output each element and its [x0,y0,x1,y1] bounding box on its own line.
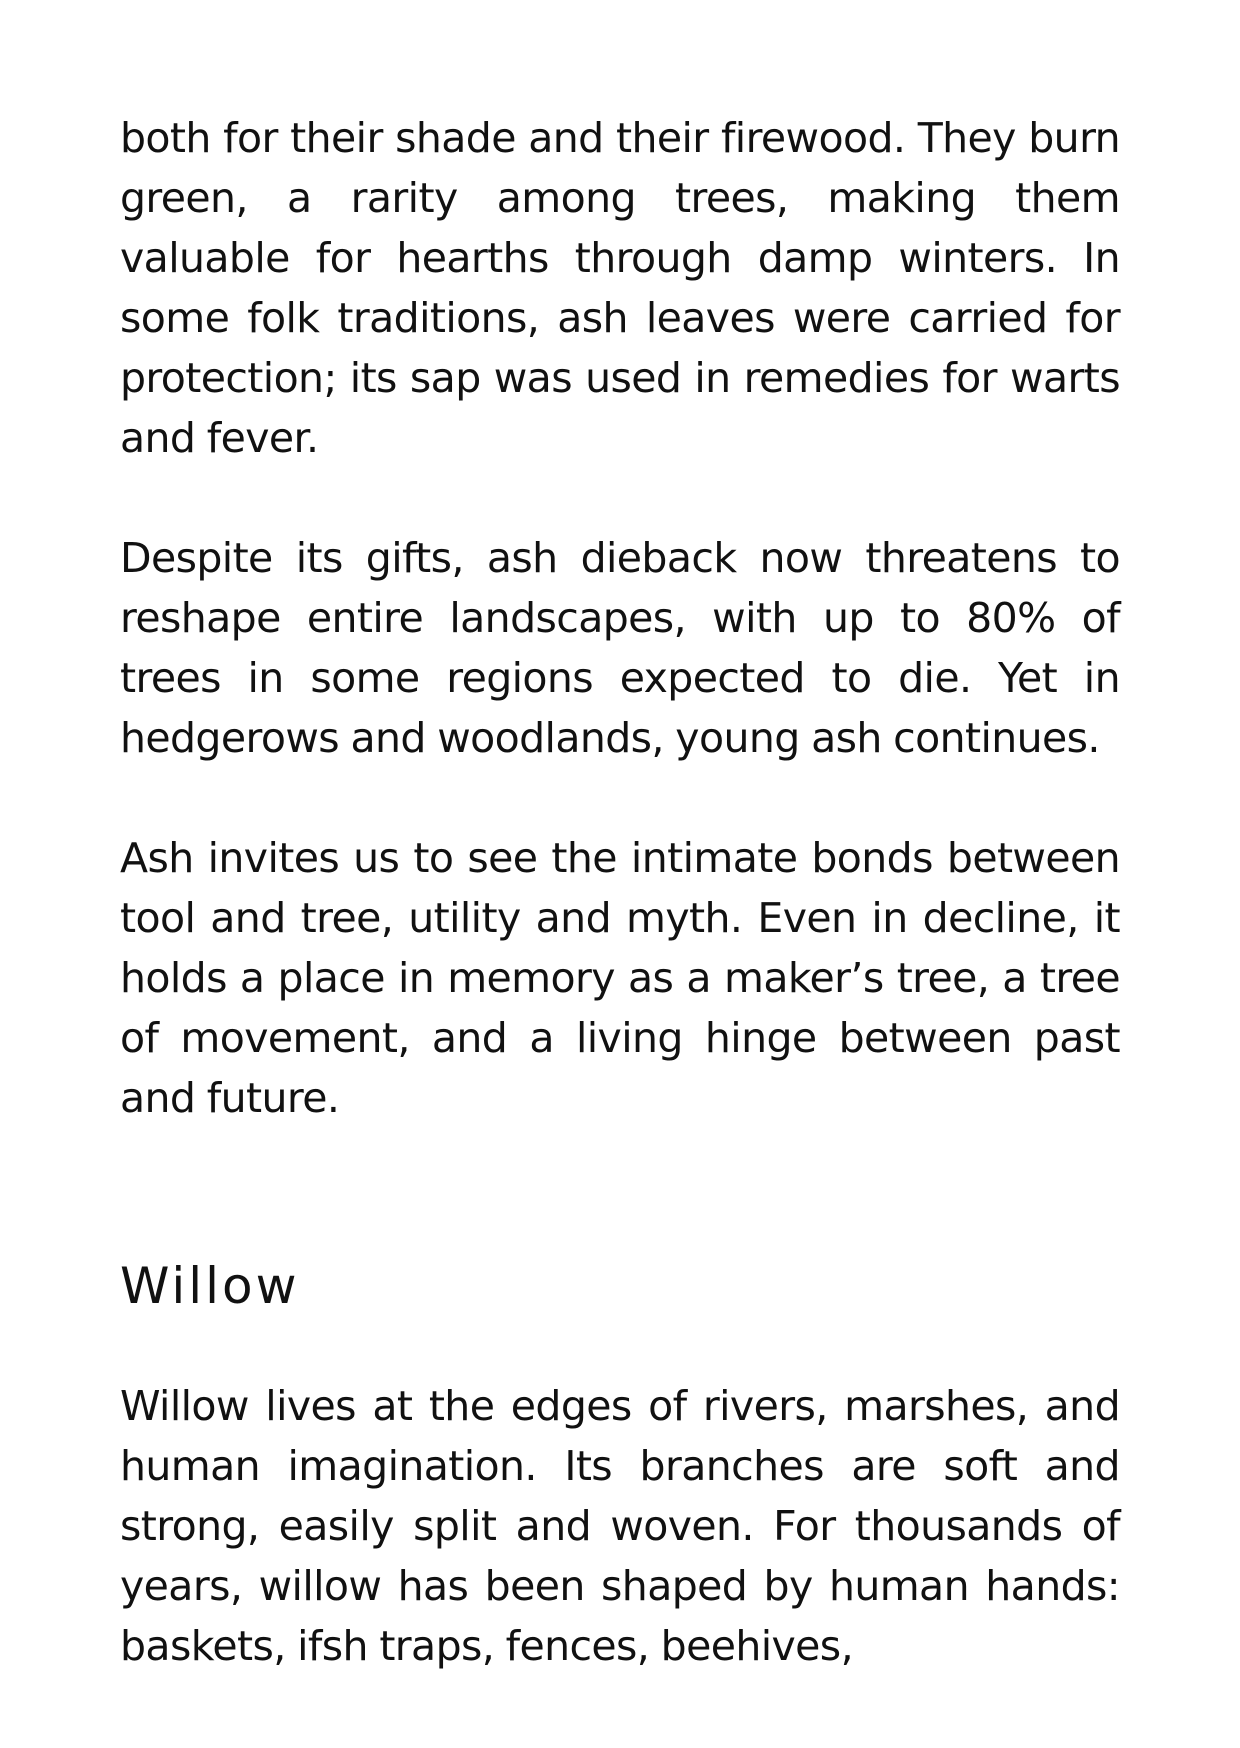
paragraph-ash-dieback: Despite its gifts, ash dieback now threatens to reshape entire landscapes, with up to 80% of trees in some regions expected to die. Yet in hedgerows and woodlands, young ash continues. [120,534,1120,762]
paragraph-ash-firewood: both for their shade and their firewood. They burn green, a rarity among trees, making them valuable for hearths through damp winters. In some folk traditions, ash leaves were carried for protection; its sap was used in remedies for warts and fever. [120,114,1120,462]
paragraph-ash-invites: Ash invites us to see the intimate bonds between tool and tree, utility and myth. Even in decline, it holds a place in memory as a maker’s tree, a tree of movement, and a living hinge between past and future. [120,834,1120,1122]
page-body [120,108,1120,1676]
paragraph-willow-intro: Willow lives at the edges of rivers, marshes, and human imagination. Its branches are soft and strong, easily split and woven. For thousands of years, willow has been shaped by human hands: baskets, ifsh traps, fences, beehives, [120,1382,1120,1670]
section-heading-willow: Willow [120,1257,300,1315]
